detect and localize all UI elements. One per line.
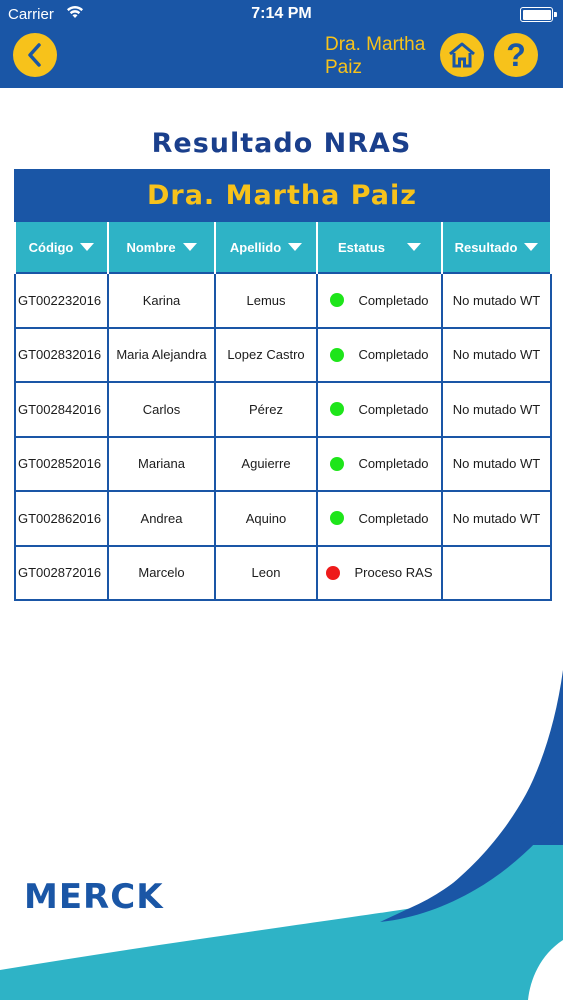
cell-result: No mutado WT — [442, 491, 551, 546]
cell-first-name: Karina — [108, 273, 215, 328]
merck-logo — [24, 878, 184, 914]
sort-down-icon — [524, 243, 538, 251]
cell-last-name: Pérez — [215, 382, 317, 437]
cell-result: No mutado WT — [442, 437, 551, 492]
cell-code: GT002872016 — [15, 546, 108, 601]
cell-code: GT002232016 — [15, 273, 108, 328]
status-dot-icon — [330, 348, 344, 362]
question-icon: ? — [506, 37, 526, 73]
status-bar — [0, 0, 563, 28]
cell-code: GT002842016 — [15, 382, 108, 437]
cell-last-name: Aquino — [215, 491, 317, 546]
cell-result: No mutado WT — [442, 273, 551, 328]
help-button[interactable] — [494, 33, 538, 77]
cell-status: Completado — [317, 273, 442, 328]
cell-last-name: Lopez Castro — [215, 328, 317, 383]
chevron-left-icon — [24, 42, 46, 68]
home-button[interactable] — [440, 33, 484, 77]
status-dot-icon — [330, 457, 344, 471]
sort-down-icon — [407, 243, 421, 251]
back-button[interactable] — [13, 33, 57, 77]
carrier-label: Carrier — [8, 6, 54, 23]
cell-last-name: Leon — [215, 546, 317, 601]
table-row[interactable] — [15, 328, 551, 383]
cell-first-name: Carlos — [108, 382, 215, 437]
cell-first-name: Mariana — [108, 437, 215, 492]
cell-code: GT002862016 — [15, 491, 108, 546]
home-icon — [447, 41, 477, 69]
column-header-nombre[interactable]: Nombre — [108, 222, 215, 273]
table-row[interactable] — [15, 273, 551, 328]
cell-status: Completado — [317, 437, 442, 492]
sort-down-icon — [288, 243, 302, 251]
table-row[interactable] — [15, 546, 551, 601]
cell-status: Completado — [317, 382, 442, 437]
bottom-wave-decoration — [0, 640, 563, 1000]
cell-first-name: Marcelo — [108, 546, 215, 601]
column-header-estatus[interactable]: Estatus — [317, 222, 442, 273]
cell-code: GT002832016 — [15, 328, 108, 383]
status-dot-icon — [330, 511, 344, 525]
column-header-resultado[interactable]: Resultado — [442, 222, 551, 273]
status-time: 7:14 PM — [251, 5, 312, 22]
card-title: Dra. Martha Paiz — [146, 180, 417, 211]
cell-last-name: Aguierre — [215, 437, 317, 492]
column-header-codigo[interactable]: Código — [15, 222, 108, 273]
cell-last-name: Lemus — [215, 273, 317, 328]
column-header-apellido[interactable]: Apellido — [215, 222, 317, 273]
table-row[interactable] — [15, 382, 551, 437]
sort-down-icon — [183, 243, 197, 251]
results-table — [14, 222, 552, 601]
sort-down-icon — [80, 243, 94, 251]
cell-result — [442, 546, 551, 601]
cell-status: Proceso RAS — [317, 546, 442, 601]
cell-result: No mutado WT — [442, 382, 551, 437]
table-header-row — [15, 222, 551, 273]
battery-icon — [520, 7, 553, 22]
results-card — [14, 169, 550, 601]
top-bar — [0, 0, 563, 88]
page-title: Resultado NRAS — [151, 128, 412, 159]
cell-first-name: Maria Alejandra — [108, 328, 215, 383]
cell-result: No mutado WT — [442, 328, 551, 383]
table-row[interactable] — [15, 491, 551, 546]
status-dot-icon — [326, 566, 340, 580]
status-dot-icon — [330, 293, 344, 307]
svg-text:MERCK: MERCK — [24, 878, 164, 914]
header-doctor-name: Dra. Martha Paiz — [325, 34, 426, 78]
cell-code: GT002852016 — [15, 437, 108, 492]
card-header — [14, 169, 550, 222]
status-dot-icon — [330, 402, 344, 416]
table-row[interactable] — [15, 437, 551, 492]
cell-first-name: Andrea — [108, 491, 215, 546]
cell-status: Completado — [317, 491, 442, 546]
cell-status: Completado — [317, 328, 442, 383]
